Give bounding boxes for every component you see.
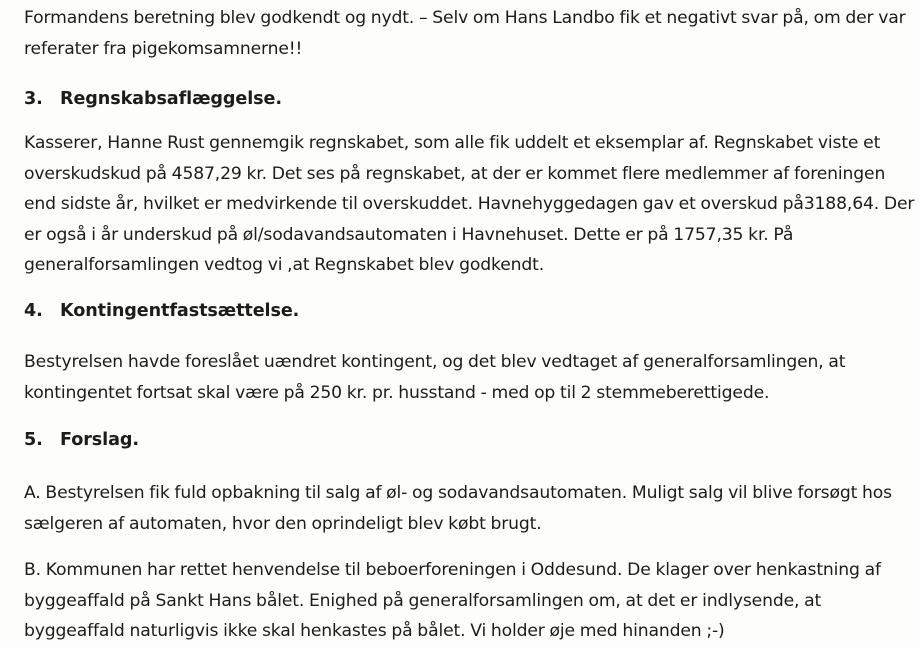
section-5-title: Forslag. (60, 430, 139, 450)
intro-line-1: Formandens beretning blev godkendt og nydt. – Selv om Hans Landbo fik et negativt svar på, om der var (24, 8, 906, 28)
section-3-number: 3. (24, 89, 43, 109)
section-3-paragraph (24, 128, 914, 281)
item-a-line-2: sælgeren af automaten, hvor den oprindeligt blev købt brugt. (24, 513, 542, 534)
section-4-number: 4. (24, 301, 43, 321)
section-3-line-4: er også i år underskud på øl/sodavandsautomaten i Havnehuset. Dette er på 1757,35 kr. På (24, 224, 794, 245)
intro-paragraph (24, 3, 906, 64)
section-3-line-1: Kasserer, Hanne Rust gennemgik regnskabet, som alle fik uddelt et eksemplar af. Regnskabet viste et (24, 133, 881, 153)
section-4-title: Kontingentfastsættelse. (60, 301, 300, 321)
item-b-line-2: byggeaffald på Sankt Hans bålet. Enighed på generalforsamlingen om, at det er indlysende, at (24, 590, 822, 611)
section-3-line-5: generalforsamlingen vedtog vi ,at Regnskabet blev godkendt. (24, 255, 545, 275)
item-b-line-3: byggeaffald naturligvis ikke skal henkastes på bålet. Vi holder øje med hinanden ;-) (24, 621, 725, 641)
intro-line-2: referater fra pigekomsamnerne!! (24, 38, 303, 59)
section-5-item-b (24, 555, 881, 647)
section-5-number: 5. (24, 430, 43, 450)
item-a-line-1: A. Bestyrelsen fik fuld opbakning til salg af øl- og sodavandsautomaten. Muligt salg vil blive forsøgt hos (24, 483, 892, 503)
section-5-heading (24, 425, 139, 455)
section-3-line-2: overskudskud på 4587,29 kr. Det ses på regnskabet, at der er kommet flere medlemmer af foreningen (24, 163, 886, 184)
section-4-line-2: kontingentet fortsat skal være på 250 kr. pr. husstand - med op til 2 stemmeberettigede. (24, 382, 770, 403)
section-3-heading (24, 84, 282, 114)
section-3-title: Regnskabsaflæggelse. (60, 89, 282, 109)
section-5-item-a (24, 478, 892, 539)
section-4-heading (24, 296, 299, 326)
section-4-paragraph (24, 347, 845, 408)
section-4-line-1: Bestyrelsen havde foreslået uændret kontingent, og det blev vedtaget af generalforsamlingen, at (24, 352, 846, 372)
section-3-line-3: end sidste år, hvilket er medvirkende til overskuddet. Havnehyggedagen gav et overskud på3188,64. Der (24, 194, 915, 214)
item-b-line-1: B. Kommunen har rettet henvendelse til beboerforeningen i Oddesund. De klager over henkastning af (24, 560, 881, 580)
